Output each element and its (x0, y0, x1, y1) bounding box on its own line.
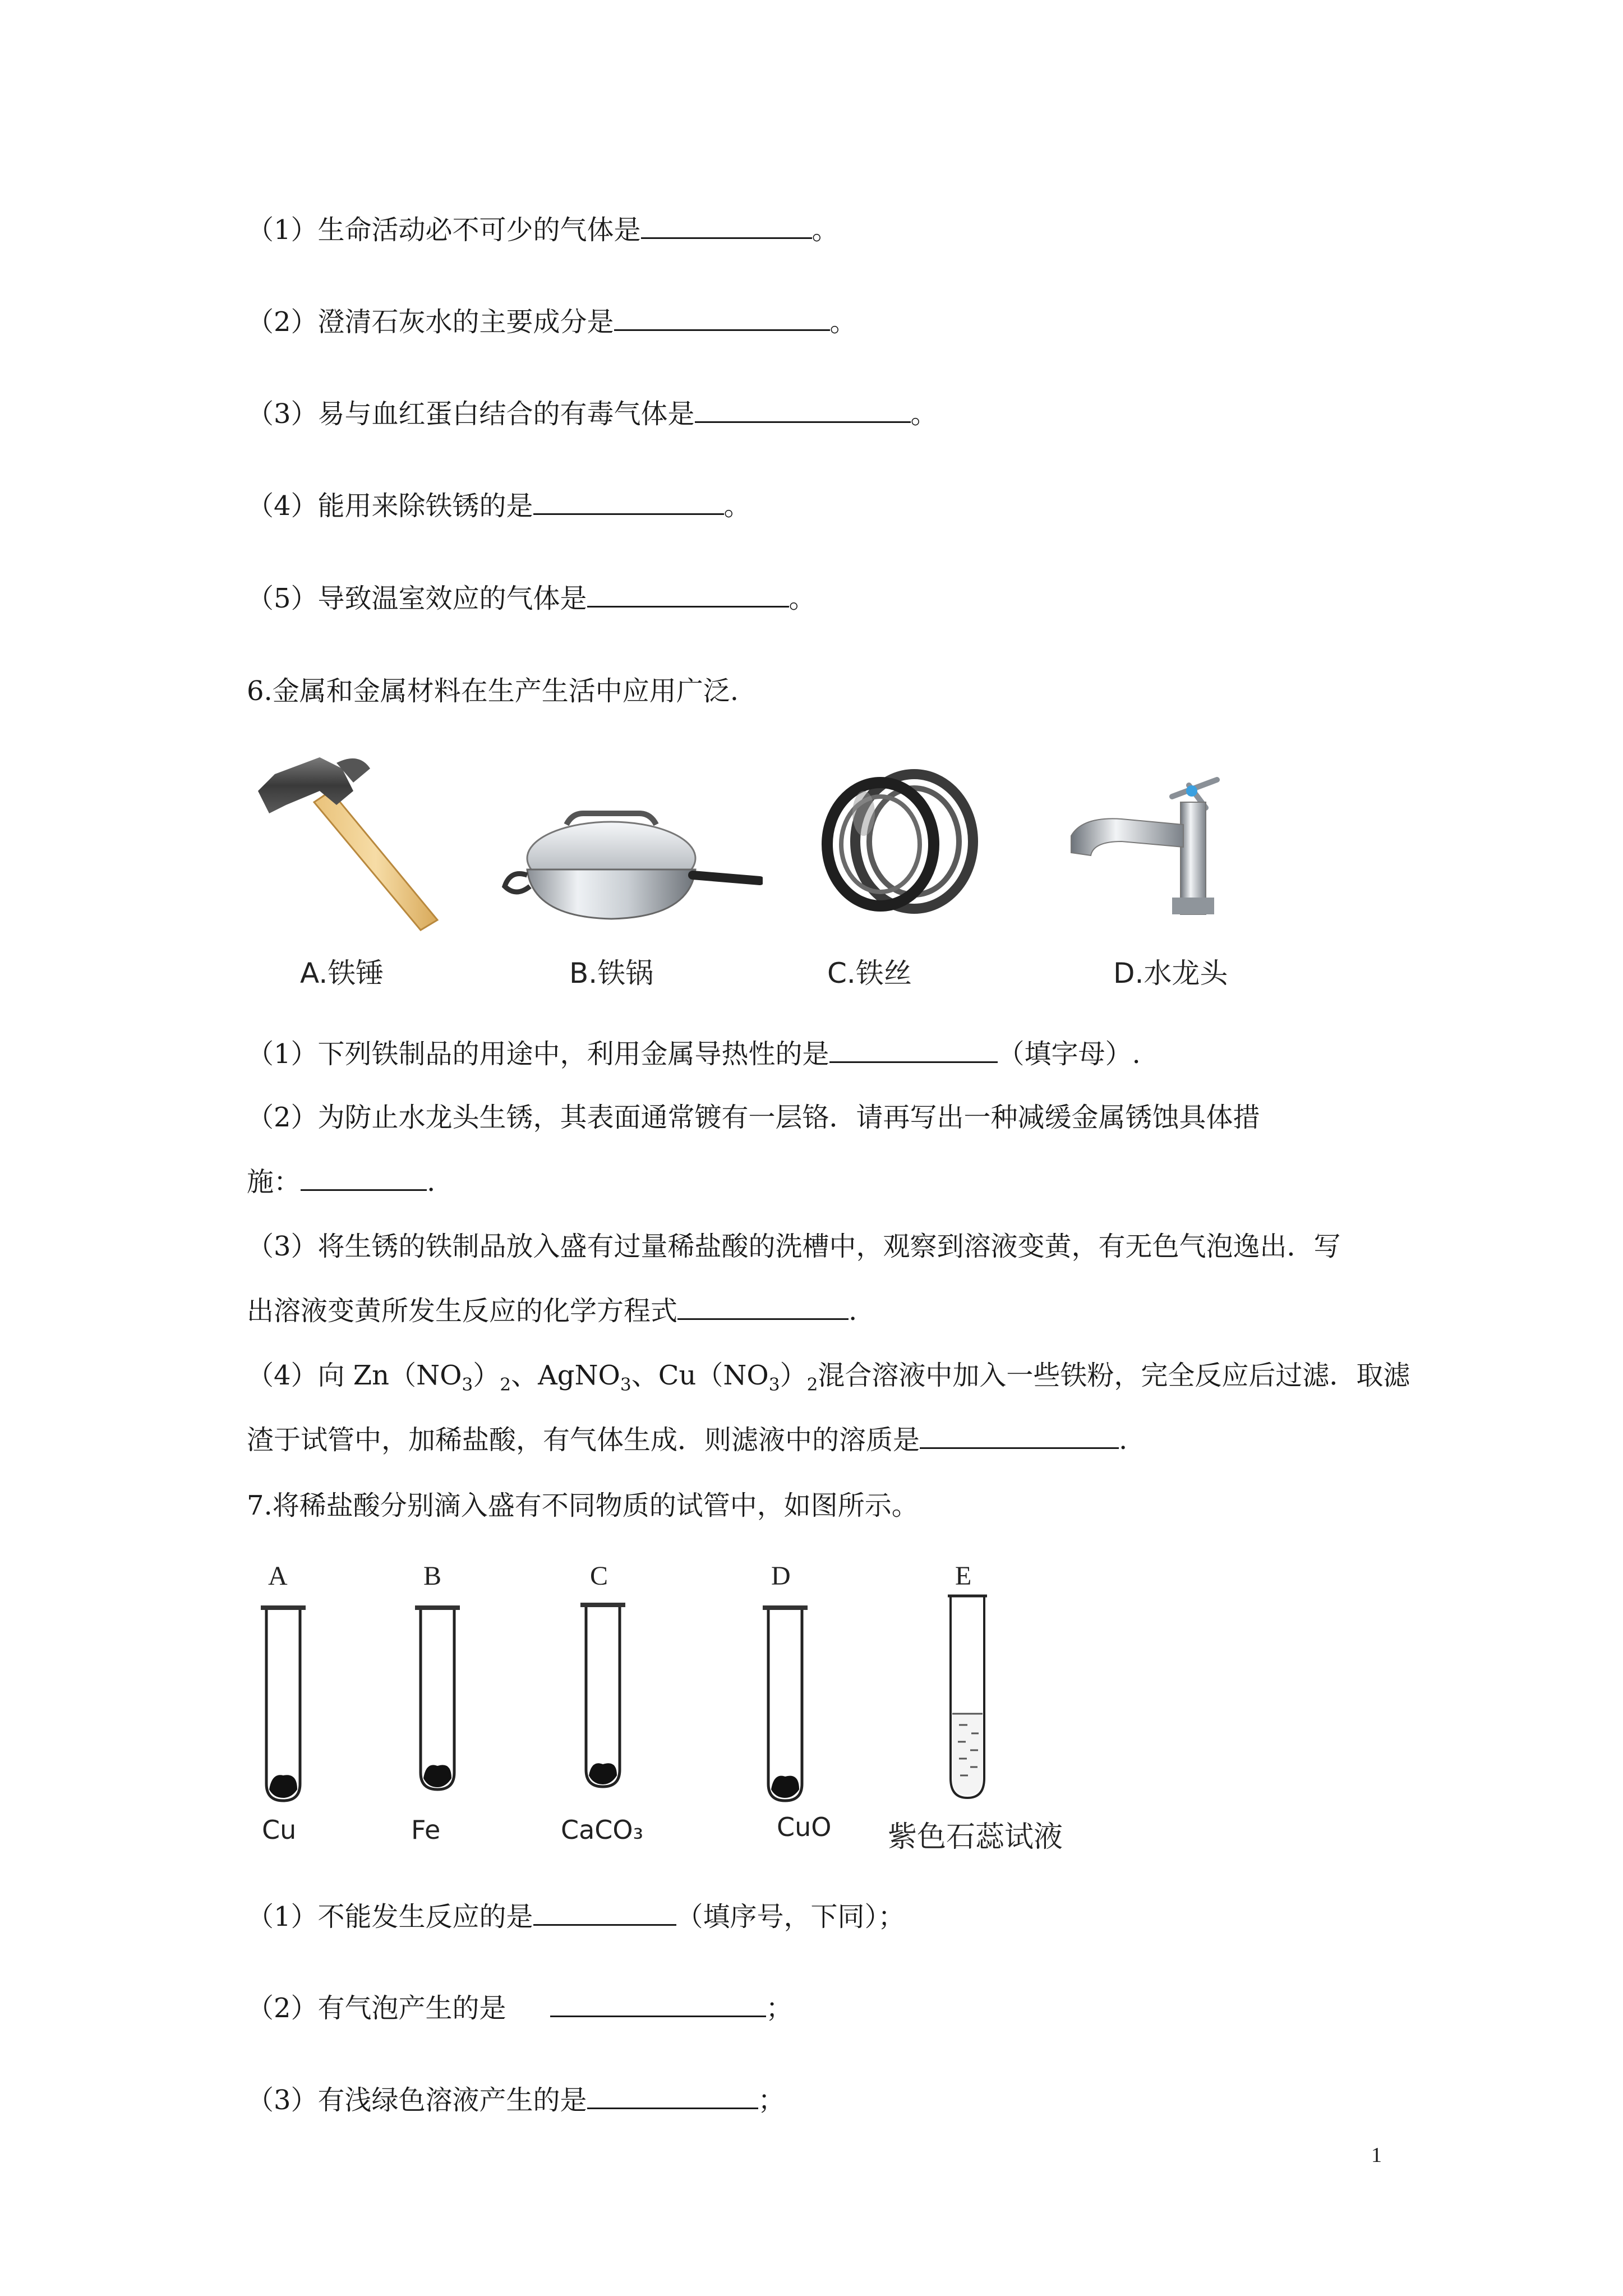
q5-item-3: （3）易与血红蛋白结合的有毒气体是 。 (247, 396, 938, 432)
image-caption-b: B.铁锅 (569, 957, 654, 990)
q6-item-2-line2: 施： . (247, 1164, 435, 1200)
tube-letter-c: C (590, 1561, 608, 1591)
q6-item-3-line2: 出溶液变黄所发生反应的化学方程式 . (247, 1293, 857, 1329)
answer-blank[interactable] (533, 1899, 676, 1926)
test-tube-a-icon (258, 1604, 308, 1806)
answer-blank[interactable] (920, 1423, 1119, 1449)
q5-item-1: （1）生命活动必不可少的气体是 。 (247, 212, 839, 248)
q5-item-3-text: （3）易与血红蛋白结合的有毒气体是 (247, 398, 695, 430)
answer-blank[interactable] (301, 1165, 427, 1191)
answer-blank[interactable] (587, 2083, 758, 2109)
page-number: 1 (1371, 2143, 1382, 2167)
tube-content-a: Cu (262, 1815, 297, 1845)
q7-title: 7.将稀盐酸分别滴入盛有不同物质的试管中，如图所示。 (247, 1490, 919, 1521)
test-tube-b-icon (412, 1604, 463, 1806)
test-tube-e-icon (942, 1593, 993, 1806)
q6-item-4-line1: （4）向 $Zn(NO_3)_2$、AgNO$_3$、$Cu(NO_3)_2$混合溶液中加入一些铁粉，完全反应后过滤．取滤 (247, 1360, 1410, 1395)
tube-letter-d: D (771, 1561, 791, 1591)
answer-blank[interactable] (677, 1294, 849, 1320)
q5-item-5-text: （5）导致温室效应的气体是 (247, 583, 587, 614)
q5-item-2-text: （2）澄清石灰水的主要成分是 (247, 306, 614, 338)
test-tube-c-icon (578, 1602, 628, 1803)
answer-blank[interactable] (550, 1991, 766, 2017)
tube-content-c: CaCO₃ (561, 1815, 644, 1845)
q7-item-1: （1）不能发生反应的是 （填序号，下同）； (247, 1899, 905, 1935)
q6-item-3-line1: （3）将生锈的铁制品放入盛有过量稀盐酸的洗槽中，观察到溶液变黄，有无色气泡逸出．写 (247, 1231, 1341, 1262)
hammer-icon (252, 752, 443, 931)
q5-item-4-text: （4）能用来除铁锈的是 (247, 490, 533, 522)
tube-letter-a: A (268, 1561, 288, 1591)
answer-blank[interactable] (533, 489, 724, 515)
answer-blank[interactable] (641, 213, 812, 239)
faucet-icon (1060, 763, 1239, 920)
q5-item-5: （5）导致温室效应的气体是 。 (247, 581, 816, 616)
wire-coil-icon (819, 769, 981, 914)
answer-blank[interactable] (695, 397, 911, 423)
q5-item-4: （4）能用来除铁锈的是 。 (247, 488, 751, 524)
test-tube-d-icon (760, 1604, 810, 1806)
image-caption-d: D.水龙头 (1113, 957, 1228, 990)
answer-blank[interactable] (614, 305, 830, 331)
tube-content-b: Fe (411, 1815, 441, 1845)
q5-item-2: （2）澄清石灰水的主要成分是 。 (247, 304, 857, 340)
q5-item-1-text: （1）生命活动必不可少的气体是 (247, 214, 641, 246)
wok-icon (499, 791, 763, 926)
answer-blank[interactable] (587, 581, 789, 608)
image-caption-a: A.铁锤 (300, 957, 384, 990)
q7-item-2: （2）有气泡产生的是 ； (247, 1990, 793, 2026)
q6-title: 6.金属和金属材料在生产生活中应用广泛. (247, 675, 739, 707)
q6-item-4-line2: 渣于试管中，加稀盐酸，有气体生成．则滤液中的溶质是 . (247, 1422, 1127, 1458)
tube-content-d: CuO (777, 1812, 832, 1842)
tube-content-e: 紫色石蕊试液 (888, 1820, 1063, 1854)
tube-letter-e: E (955, 1561, 972, 1591)
q6-item-2-line1: （2）为防止水龙头生锈，其表面通常镀有一层铬．请再写出一种减缓金属锈蚀具体措 (247, 1102, 1260, 1133)
image-caption-c: C.铁丝 (827, 957, 912, 990)
q6-item-1: （1）下列铁制品的用途中，利用金属导热性的是 （填字母）. (247, 1036, 1141, 1072)
q7-item-3: （3）有浅绿色溶液产生的是 ； (247, 2082, 785, 2118)
tube-letter-b: B (423, 1561, 442, 1591)
answer-blank[interactable] (829, 1037, 998, 1063)
